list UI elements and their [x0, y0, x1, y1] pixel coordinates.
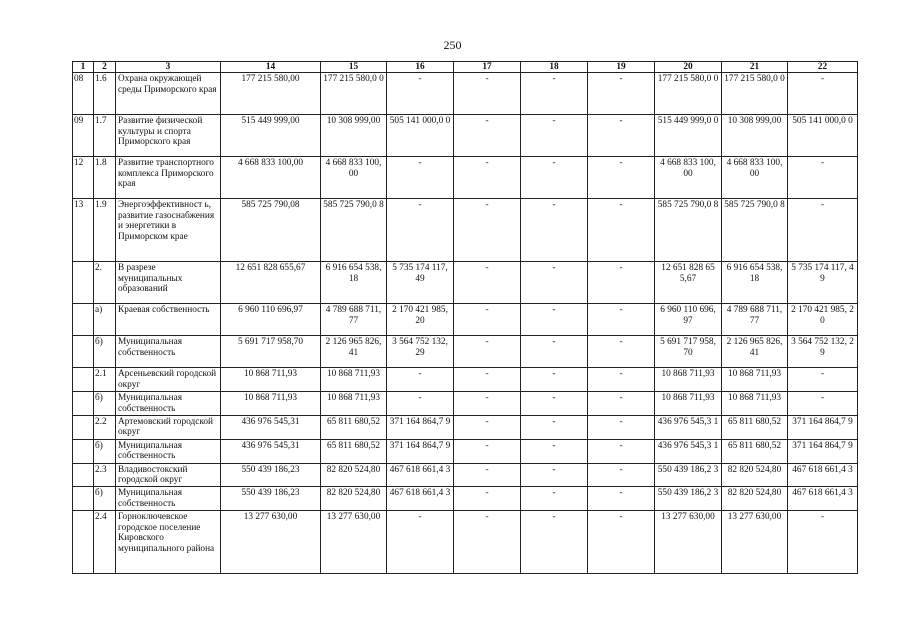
- cell-19: -: [588, 199, 655, 262]
- cell-2: б): [94, 439, 116, 463]
- cell-2: б): [94, 336, 116, 368]
- cell-15: 65 811 680,52: [321, 416, 387, 440]
- cell-19: -: [588, 157, 655, 199]
- cell-1: [73, 416, 94, 440]
- cell-22: 371 164 864,7 9: [788, 439, 858, 463]
- cell-21: 65 811 680,52: [722, 439, 788, 463]
- cell-20: 436 976 545,3 1: [655, 439, 722, 463]
- cell-21: 585 725 790,0 8: [722, 199, 788, 262]
- cell-16: -: [387, 368, 454, 392]
- cell-2: 1.9: [94, 199, 116, 262]
- cell-2: 2.4: [94, 511, 116, 574]
- cell-2: 1.6: [94, 73, 116, 115]
- cell-14: 177 215 580,00: [221, 73, 321, 115]
- cell-17: -: [454, 157, 521, 199]
- cell-18: -: [521, 262, 588, 304]
- cell-16: -: [387, 511, 454, 574]
- cell-14: 13 277 630,00: [221, 511, 321, 574]
- cell-3: Энергоэффективност ь, развитие газоснабжения и энергетики в Приморском крае: [116, 199, 221, 262]
- cell-21: 6 916 654 538, 18: [722, 262, 788, 304]
- cell-21: 65 811 680,52: [722, 416, 788, 440]
- cell-17: -: [454, 336, 521, 368]
- cell-21: 10 308 999,00: [722, 115, 788, 157]
- cell-1: [73, 368, 94, 392]
- cell-22: -: [788, 368, 858, 392]
- cell-20: 4 668 833 100, 00: [655, 157, 722, 199]
- cell-16: 467 618 661,4 3: [387, 463, 454, 487]
- cell-20: 515 449 999,0 0: [655, 115, 722, 157]
- cell-21: 82 820 524,80: [722, 487, 788, 511]
- cell-21: 4 668 833 100, 00: [722, 157, 788, 199]
- cell-22: 5 735 174 117, 49: [788, 262, 858, 304]
- cell-14: 5 691 717 958,70: [221, 336, 321, 368]
- column-header-22: 22: [788, 62, 858, 73]
- cell-22: 467 618 661,4 3: [788, 487, 858, 511]
- cell-18: -: [521, 416, 588, 440]
- cell-20: 5 691 717 958, 70: [655, 336, 722, 368]
- cell-2: 1.7: [94, 115, 116, 157]
- column-header-1: 1: [73, 62, 94, 73]
- cell-3: Развитие транспортного комплекса Приморского края: [116, 157, 221, 199]
- budget-table: [72, 61, 858, 574]
- cell-18: -: [521, 304, 588, 336]
- cell-20: 6 960 110 696, 97: [655, 304, 722, 336]
- table-row: [73, 511, 858, 574]
- cell-14: 6 960 110 696,97: [221, 304, 321, 336]
- cell-21: 177 215 580,0 0: [722, 73, 788, 115]
- table-row: [73, 392, 858, 416]
- cell-1: 12: [73, 157, 94, 199]
- cell-1: [73, 262, 94, 304]
- cell-18: -: [521, 336, 588, 368]
- cell-19: -: [588, 463, 655, 487]
- cell-3: Артемовский городской округ: [116, 416, 221, 440]
- cell-19: -: [588, 368, 655, 392]
- cell-14: 550 439 186,23: [221, 487, 321, 511]
- cell-3: Краевая собственность: [116, 304, 221, 336]
- cell-14: 436 976 545,31: [221, 439, 321, 463]
- cell-17: -: [454, 439, 521, 463]
- cell-20: 436 976 545,3 1: [655, 416, 722, 440]
- cell-16: 3 564 752 132, 29: [387, 336, 454, 368]
- cell-15: 82 820 524,80: [321, 463, 387, 487]
- cell-1: 13: [73, 199, 94, 262]
- cell-20: 13 277 630,00: [655, 511, 722, 574]
- cell-2: 2.1: [94, 368, 116, 392]
- cell-15: 10 868 711,93: [321, 368, 387, 392]
- column-header-19: 19: [588, 62, 655, 73]
- cell-2: б): [94, 392, 116, 416]
- cell-19: -: [588, 73, 655, 115]
- cell-18: -: [521, 368, 588, 392]
- table-row: [73, 199, 858, 262]
- cell-18: -: [521, 511, 588, 574]
- page-number: 250: [443, 38, 462, 52]
- cell-20: 10 868 711,93: [655, 392, 722, 416]
- cell-15: 65 811 680,52: [321, 439, 387, 463]
- cell-14: 436 976 545,31: [221, 416, 321, 440]
- cell-2: 2.3: [94, 463, 116, 487]
- cell-20: 585 725 790,0 8: [655, 199, 722, 262]
- cell-22: 3 564 752 132, 29: [788, 336, 858, 368]
- cell-18: -: [521, 115, 588, 157]
- cell-3: Муниципальная собственность: [116, 336, 221, 368]
- cell-22: -: [788, 73, 858, 115]
- cell-17: -: [454, 73, 521, 115]
- cell-18: -: [521, 392, 588, 416]
- cell-16: 467 618 661,4 3: [387, 487, 454, 511]
- cell-3: В разрезе муниципальных образований: [116, 262, 221, 304]
- cell-1: [73, 336, 94, 368]
- table-row: [73, 439, 858, 463]
- table-body: [73, 73, 858, 574]
- cell-14: 10 868 711,93: [221, 392, 321, 416]
- column-header-20: 20: [655, 62, 722, 73]
- cell-16: 5 735 174 117, 49: [387, 262, 454, 304]
- cell-22: -: [788, 199, 858, 262]
- cell-21: 4 789 688 711, 77: [722, 304, 788, 336]
- cell-14: 4 668 833 100,00: [221, 157, 321, 199]
- cell-15: 13 277 630,00: [321, 511, 387, 574]
- cell-22: -: [788, 392, 858, 416]
- column-header-16: 16: [387, 62, 454, 73]
- cell-3: Муниципальная собственность: [116, 487, 221, 511]
- cell-17: -: [454, 463, 521, 487]
- cell-1: 09: [73, 115, 94, 157]
- cell-16: -: [387, 157, 454, 199]
- cell-19: -: [588, 416, 655, 440]
- cell-15: 82 820 524,80: [321, 487, 387, 511]
- cell-20: 550 439 186,2 3: [655, 487, 722, 511]
- table-row: [73, 73, 858, 115]
- table-row: [73, 487, 858, 511]
- cell-17: -: [454, 199, 521, 262]
- cell-16: -: [387, 73, 454, 115]
- cell-17: -: [454, 304, 521, 336]
- cell-2: 2.2: [94, 416, 116, 440]
- cell-3: Муниципальная собственность: [116, 439, 221, 463]
- column-header-15: 15: [321, 62, 387, 73]
- cell-18: -: [521, 439, 588, 463]
- table-row: [73, 262, 858, 304]
- cell-17: -: [454, 487, 521, 511]
- table-row: [73, 463, 858, 487]
- cell-21: 82 820 524,80: [722, 463, 788, 487]
- cell-19: -: [588, 511, 655, 574]
- table-row: [73, 115, 858, 157]
- table-row: [73, 368, 858, 392]
- cell-14: 585 725 790,08: [221, 199, 321, 262]
- cell-22: 2 170 421 985, 20: [788, 304, 858, 336]
- cell-2: 1.8: [94, 157, 116, 199]
- cell-2: а): [94, 304, 116, 336]
- cell-17: -: [454, 392, 521, 416]
- column-header-2: 2: [94, 62, 116, 73]
- cell-15: 2 126 965 826, 41: [321, 336, 387, 368]
- cell-15: 4 789 688 711, 77: [321, 304, 387, 336]
- column-header-18: 18: [521, 62, 588, 73]
- cell-18: -: [521, 463, 588, 487]
- cell-15: 6 916 654 538, 18: [321, 262, 387, 304]
- cell-15: 4 668 833 100, 00: [321, 157, 387, 199]
- cell-15: 10 868 711,93: [321, 392, 387, 416]
- cell-1: [73, 439, 94, 463]
- cell-18: -: [521, 73, 588, 115]
- cell-17: -: [454, 262, 521, 304]
- cell-16: -: [387, 392, 454, 416]
- column-header-3: 3: [116, 62, 221, 73]
- cell-19: -: [588, 392, 655, 416]
- column-header-14: 14: [221, 62, 321, 73]
- column-header-17: 17: [454, 62, 521, 73]
- cell-22: 371 164 864,7 9: [788, 416, 858, 440]
- table-row: [73, 304, 858, 336]
- cell-3: Развитие физической культуры и спорта Приморского края: [116, 115, 221, 157]
- cell-17: -: [454, 368, 521, 392]
- cell-14: 12 651 828 655,67: [221, 262, 321, 304]
- cell-17: -: [454, 511, 521, 574]
- cell-18: -: [521, 199, 588, 262]
- cell-19: -: [588, 439, 655, 463]
- cell-19: -: [588, 304, 655, 336]
- cell-3: Горноключевское городское поселение Кировского муниципального района: [116, 511, 221, 574]
- cell-20: 12 651 828 65 5,67: [655, 262, 722, 304]
- cell-1: [73, 463, 94, 487]
- column-header-21: 21: [722, 62, 788, 73]
- cell-16: 2 170 421 985, 20: [387, 304, 454, 336]
- cell-1: [73, 511, 94, 574]
- cell-21: 10 868 711,93: [722, 392, 788, 416]
- cell-20: 10 868 711,93: [655, 368, 722, 392]
- cell-3: Владивостокский городской округ: [116, 463, 221, 487]
- table-header-row: [73, 62, 858, 73]
- cell-20: 550 439 186,2 3: [655, 463, 722, 487]
- cell-22: -: [788, 511, 858, 574]
- cell-16: -: [387, 199, 454, 262]
- cell-18: -: [521, 487, 588, 511]
- cell-19: -: [588, 262, 655, 304]
- cell-14: 550 439 186,23: [221, 463, 321, 487]
- cell-19: -: [588, 487, 655, 511]
- table-row: [73, 416, 858, 440]
- cell-21: 13 277 630,00: [722, 511, 788, 574]
- cell-1: [73, 304, 94, 336]
- cell-22: 505 141 000,0 0: [788, 115, 858, 157]
- cell-21: 10 868 711,93: [722, 368, 788, 392]
- cell-17: -: [454, 115, 521, 157]
- cell-2: б): [94, 487, 116, 511]
- table-row: [73, 336, 858, 368]
- table-row: [73, 157, 858, 199]
- cell-16: 505 141 000,0 0: [387, 115, 454, 157]
- cell-22: -: [788, 157, 858, 199]
- cell-3: Муниципальная собственность: [116, 392, 221, 416]
- cell-18: -: [521, 157, 588, 199]
- cell-14: 515 449 999,00: [221, 115, 321, 157]
- cell-19: -: [588, 115, 655, 157]
- cell-1: 08: [73, 73, 94, 115]
- cell-21: 2 126 965 826, 41: [722, 336, 788, 368]
- cell-19: -: [588, 336, 655, 368]
- cell-22: 467 618 661,4 3: [788, 463, 858, 487]
- cell-1: [73, 392, 94, 416]
- cell-20: 177 215 580,0 0: [655, 73, 722, 115]
- cell-17: -: [454, 416, 521, 440]
- cell-14: 10 868 711,93: [221, 368, 321, 392]
- cell-16: 371 164 864,7 9: [387, 439, 454, 463]
- cell-15: 585 725 790,0 8: [321, 199, 387, 262]
- cell-1: [73, 487, 94, 511]
- cell-3: Охрана окружающей среды Приморского края: [116, 73, 221, 115]
- cell-15: 177 215 580,0 0: [321, 73, 387, 115]
- cell-16: 371 164 864,7 9: [387, 416, 454, 440]
- cell-3: Арсеньевский городской округ: [116, 368, 221, 392]
- cell-2: 2.: [94, 262, 116, 304]
- cell-15: 10 308 999,00: [321, 115, 387, 157]
